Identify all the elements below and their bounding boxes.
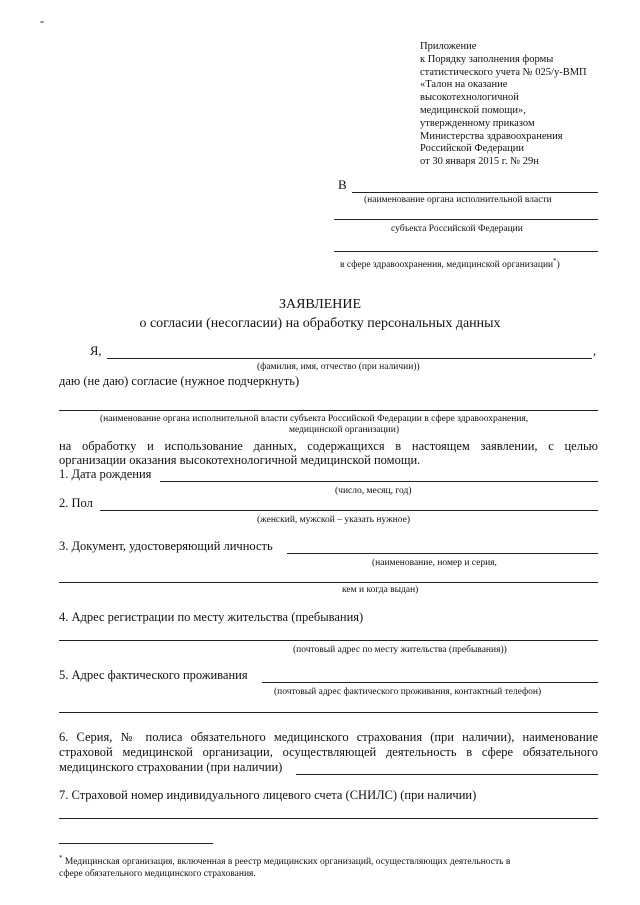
organ-caption-1: (наименование органа исполнительной власти субъекта Российской Федерации в сфере здравоохранения, [100, 414, 529, 424]
document-input-line[interactable] [287, 553, 598, 554]
organ-line[interactable] [59, 410, 598, 411]
footnote-divider [59, 843, 213, 844]
appendix-line: статистического учета № 025/у-ВМП [420, 66, 587, 78]
policy-line-2: страховой медицинской организации, осуществляющей деятельность в сфере обязательного [59, 745, 598, 759]
footnote-line-2: сфере обязательного медицинского страхования. [59, 869, 256, 880]
policy-line-1: 6. Серия, № полиса обязательного медицинского страхования (при наличии), наименование [59, 730, 598, 744]
footnote-line-1: * Медицинская организация, включенная в реестр медицинских организаций, осуществляющих деятельность в [59, 854, 511, 868]
document-issued-line[interactable] [59, 582, 598, 583]
fio-line[interactable] [107, 358, 592, 359]
purpose-line-1: на обработку и использование данных, содержащихся в настоящем заявлении, с целью [59, 439, 598, 453]
appendix-line: Российской Федерации [420, 143, 524, 155]
birth-label: 1. Дата рождения [59, 467, 152, 481]
addressee-caption-3: в сфере здравоохранения, медицинской организации*) [340, 257, 560, 271]
purpose-line-2: организации оказания высокотехнологичной медицинской помощи. [59, 453, 421, 467]
addressee-line-1[interactable] [352, 192, 598, 193]
document-title: ЗАЯВЛЕНИЕ [278, 297, 362, 312]
header-mark: - [40, 14, 45, 28]
policy-line-3: медицинского страховании (при наличии) [59, 760, 283, 774]
sex-label: 2. Пол [59, 496, 93, 510]
consent-text: даю (не даю) согласие (нужное подчеркнуть) [59, 374, 300, 388]
appendix-line: «Талон на оказание [420, 79, 508, 91]
footnote-mark: * [553, 257, 557, 265]
appendix-block [420, 41, 587, 169]
sex-caption: (женский, мужской – указать нужное) [257, 515, 410, 525]
appendix-line: к Порядку заполнения формы [420, 53, 554, 65]
appendix-line: высокотехнологичной [420, 92, 519, 104]
document-subtitle: о согласии (несогласии) на обработку персональных данных [139, 316, 501, 331]
footnote [59, 852, 604, 880]
registration-caption: (почтовый адрес по месту жительства (пребывания)) [293, 645, 507, 655]
policy-input-line[interactable] [296, 774, 598, 775]
actual-address-label: 5. Адрес фактического проживания [59, 668, 248, 682]
document-label: 3. Документ, удостоверяющий личность [59, 539, 273, 553]
birth-caption: (число, месяц, год) [335, 486, 412, 496]
addressee-caption-1: (наименование органа исполнительной власти [364, 195, 552, 205]
registration-input-line[interactable] [59, 640, 598, 641]
snils-label: 7. Страховой номер индивидуального лицевого счета (СНИЛС) (при наличии) [59, 788, 477, 802]
actual-address-line-2[interactable] [59, 712, 598, 713]
actual-address-input-line[interactable] [262, 682, 598, 683]
addressee-line-2[interactable] [334, 219, 598, 220]
addressee-prefix: В [338, 177, 347, 192]
registration-label: 4. Адрес регистрации по месту жительства (пребывания) [59, 610, 364, 624]
fio-caption: (фамилия, имя, отчество (при наличии)) [257, 362, 420, 372]
appendix-line: утвержденному приказом [420, 117, 535, 129]
addressee-caption-2: субъекта Российской Федерации [391, 224, 523, 234]
addressee-line-3[interactable] [334, 251, 598, 252]
organ-caption-2: медицинской организации) [289, 425, 399, 435]
appendix-line: медицинской помощи», [420, 104, 526, 116]
birth-input-line[interactable] [160, 481, 598, 482]
footnote-asterisk: * [59, 854, 63, 862]
issued-caption: кем и когда выдан) [342, 585, 419, 595]
sex-input-line[interactable] [100, 510, 598, 511]
appendix-line: Министерства здравоохранения [420, 130, 563, 142]
appendix-line: Приложение [420, 41, 477, 52]
actual-address-caption: (почтовый адрес фактического проживания, контактный телефон) [274, 687, 542, 697]
snils-input-line[interactable] [59, 818, 598, 819]
ya-label: Я, [90, 344, 102, 358]
appendix-line: от 30 января 2015 г. № 29н [420, 156, 539, 168]
document-caption: (наименование, номер и серия, [372, 558, 497, 568]
fio-comma: , [593, 344, 597, 358]
